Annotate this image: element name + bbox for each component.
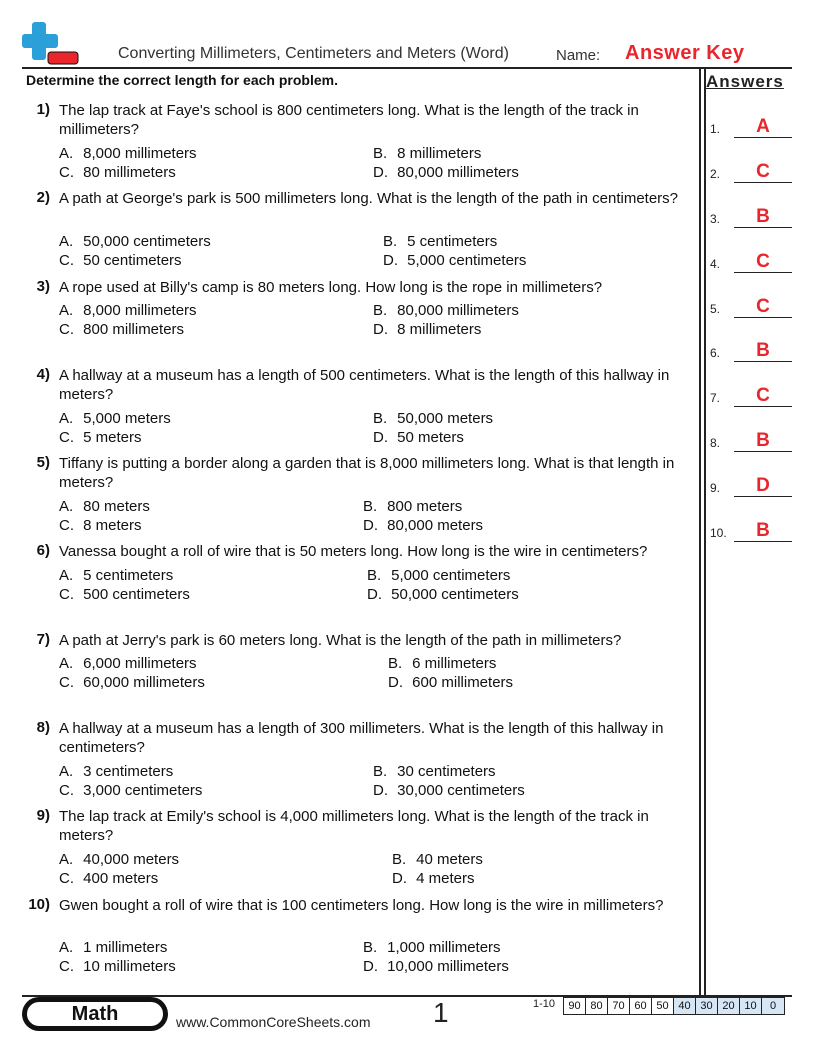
question-text: A path at George's park is 500 millimeters long. What is the length of the path in centimeters? <box>59 190 679 207</box>
option-d: D. 50,000 centimeters <box>367 586 519 603</box>
option-c: C. 400 meters <box>59 870 159 887</box>
answer-row-1: 1. A <box>710 118 794 138</box>
option-c: C. 80 millimeters <box>59 164 176 181</box>
option-b: B. 80,000 millimeters <box>373 302 519 319</box>
score-table <box>563 997 785 1015</box>
option-c: C. 50 centimeters <box>59 252 182 269</box>
option-d: D. 5,000 centimeters <box>383 252 527 269</box>
score-cell: 60 <box>630 998 652 1014</box>
page-number: 1 <box>433 997 449 1028</box>
option-b: B. 30 centimeters <box>373 763 496 780</box>
option-c: C. 60,000 millimeters <box>59 674 205 691</box>
subject-badge: Math <box>24 999 166 1029</box>
answer-value: A <box>756 116 770 137</box>
option-b: B. 8 millimeters <box>373 145 482 162</box>
question-text: Gwen bought a roll of wire that is 100 centimeters long. How long is the wire in millimeters? <box>59 897 664 914</box>
header-divider <box>22 67 792 69</box>
answer-row-5: 5. C <box>710 298 794 318</box>
plus-minus-logo-icon <box>22 22 80 68</box>
option-a: A. 50,000 centimeters <box>59 233 211 250</box>
instructions: Determine the correct length for each problem. <box>26 72 338 88</box>
score-cell: 40 <box>674 998 696 1014</box>
answer-key-label: Answer Key <box>625 42 745 64</box>
answer-value: C <box>756 385 770 406</box>
option-a: A. 40,000 meters <box>59 851 180 868</box>
option-d: D. 30,000 centimeters <box>373 782 525 799</box>
option-b: B. 50,000 meters <box>373 410 494 427</box>
answer-value: C <box>756 251 770 272</box>
option-c: C. 5 meters <box>59 429 142 446</box>
answer-row-10: 10. B <box>710 522 794 542</box>
question-number: 2) <box>36 189 50 206</box>
question-number: 6) <box>36 542 50 559</box>
option-d: D. 10,000 millimeters <box>363 958 509 975</box>
option-d: D. 8 millimeters <box>373 321 482 338</box>
question-number: 10) <box>28 896 50 913</box>
question-number: 7) <box>36 631 50 648</box>
question-number: 3) <box>36 278 50 295</box>
answer-value: B <box>756 340 770 361</box>
answer-value: C <box>756 161 770 182</box>
question-text: The lap track at Faye's school is 800 centimeters long. What is the length of the track in millimeters? <box>59 102 639 138</box>
option-b: B. 40 meters <box>392 851 483 868</box>
question-text: A rope used at Billy's camp is 80 meters long. How long is the rope in millimeters? <box>59 279 603 296</box>
score-cell: 30 <box>696 998 718 1014</box>
option-d: D. 50 meters <box>373 429 464 446</box>
answer-value: B <box>756 520 770 541</box>
answer-row-9: 9. D <box>710 477 794 497</box>
score-cell: 50 <box>652 998 674 1014</box>
question-number: 1) <box>36 101 50 118</box>
answer-value: B <box>756 206 770 227</box>
option-c: C. 10 millimeters <box>59 958 176 975</box>
question-text: A path at Jerry's park is 60 meters long. What is the length of the path in millimeters? <box>59 632 622 649</box>
option-c: C. 8 meters <box>59 517 142 534</box>
option-d: D. 80,000 millimeters <box>373 164 519 181</box>
answer-row-4: 4. C <box>710 253 794 273</box>
score-range-label: 1-10 <box>533 998 556 1010</box>
option-a: A. 5,000 meters <box>59 410 171 427</box>
answer-value: D <box>756 475 770 496</box>
option-a: A. 80 meters <box>59 498 150 515</box>
option-a: A. 6,000 millimeters <box>59 655 197 672</box>
option-b: B. 800 meters <box>363 498 463 515</box>
option-b: B. 5,000 centimeters <box>367 567 511 584</box>
option-a: A. 3 centimeters <box>59 763 174 780</box>
option-d: D. 600 millimeters <box>388 674 514 691</box>
question-number: 5) <box>36 454 50 471</box>
question-number: 4) <box>36 366 50 383</box>
answer-row-2: 2. C <box>710 163 794 183</box>
answers-column-border <box>699 67 701 995</box>
option-d: D. 80,000 meters <box>363 517 484 534</box>
answer-row-8: 8. B <box>710 432 794 452</box>
score-cell: 20 <box>718 998 740 1014</box>
question-number: 8) <box>36 719 50 736</box>
question-text: The lap track at Emily's school is 4,000 millimeters long. What is the length of the track in meters? <box>59 808 649 844</box>
name-label: Name: <box>556 47 601 64</box>
worksheet-title: Converting Millimeters, Centimeters and Meters (Word) <box>118 45 509 62</box>
website-url: www.CommonCoreSheets.com <box>176 1014 371 1030</box>
score-cell: 70 <box>608 998 630 1014</box>
option-a: A. 8,000 millimeters <box>59 145 197 162</box>
answers-column-border-inner <box>704 67 706 995</box>
option-d: D. 4 meters <box>392 870 475 887</box>
option-c: C. 3,000 centimeters <box>59 782 203 799</box>
question-text: A hallway at a museum has a length of 300 millimeters. What is the length of this hallway in centimeters? <box>59 720 664 756</box>
option-c: C. 800 millimeters <box>59 321 185 338</box>
question-text: Vanessa bought a roll of wire that is 50 meters long. How long is the wire in centimeters? <box>59 543 648 560</box>
option-a: A. 8,000 millimeters <box>59 302 197 319</box>
option-c: C. 500 centimeters <box>59 586 190 603</box>
answer-row-3: 3. B <box>710 208 794 228</box>
answer-row-6: 6. B <box>710 342 794 362</box>
score-cell: 90 <box>564 998 586 1014</box>
option-a: A. 5 centimeters <box>59 567 174 584</box>
option-b: B. 6 millimeters <box>388 655 497 672</box>
question-text: A hallway at a museum has a length of 500 centimeters. What is the length of this hallway in meters? <box>59 367 670 403</box>
score-cell: 80 <box>586 998 608 1014</box>
answers-heading: Answers <box>706 72 784 91</box>
question-text: Tiffany is putting a border along a garden that is 8,000 millimeters long. What is that length in meters? <box>59 455 675 491</box>
answer-value: B <box>756 430 770 451</box>
option-b: B. 1,000 millimeters <box>363 939 501 956</box>
option-a: A. 1 millimeters <box>59 939 168 956</box>
question-number: 9) <box>36 807 50 824</box>
option-b: B. 5 centimeters <box>383 233 498 250</box>
answer-row-7: 7. C <box>710 387 794 407</box>
score-cell: 10 <box>740 998 762 1014</box>
score-cell: 0 <box>762 998 784 1014</box>
answer-value: C <box>756 296 770 317</box>
